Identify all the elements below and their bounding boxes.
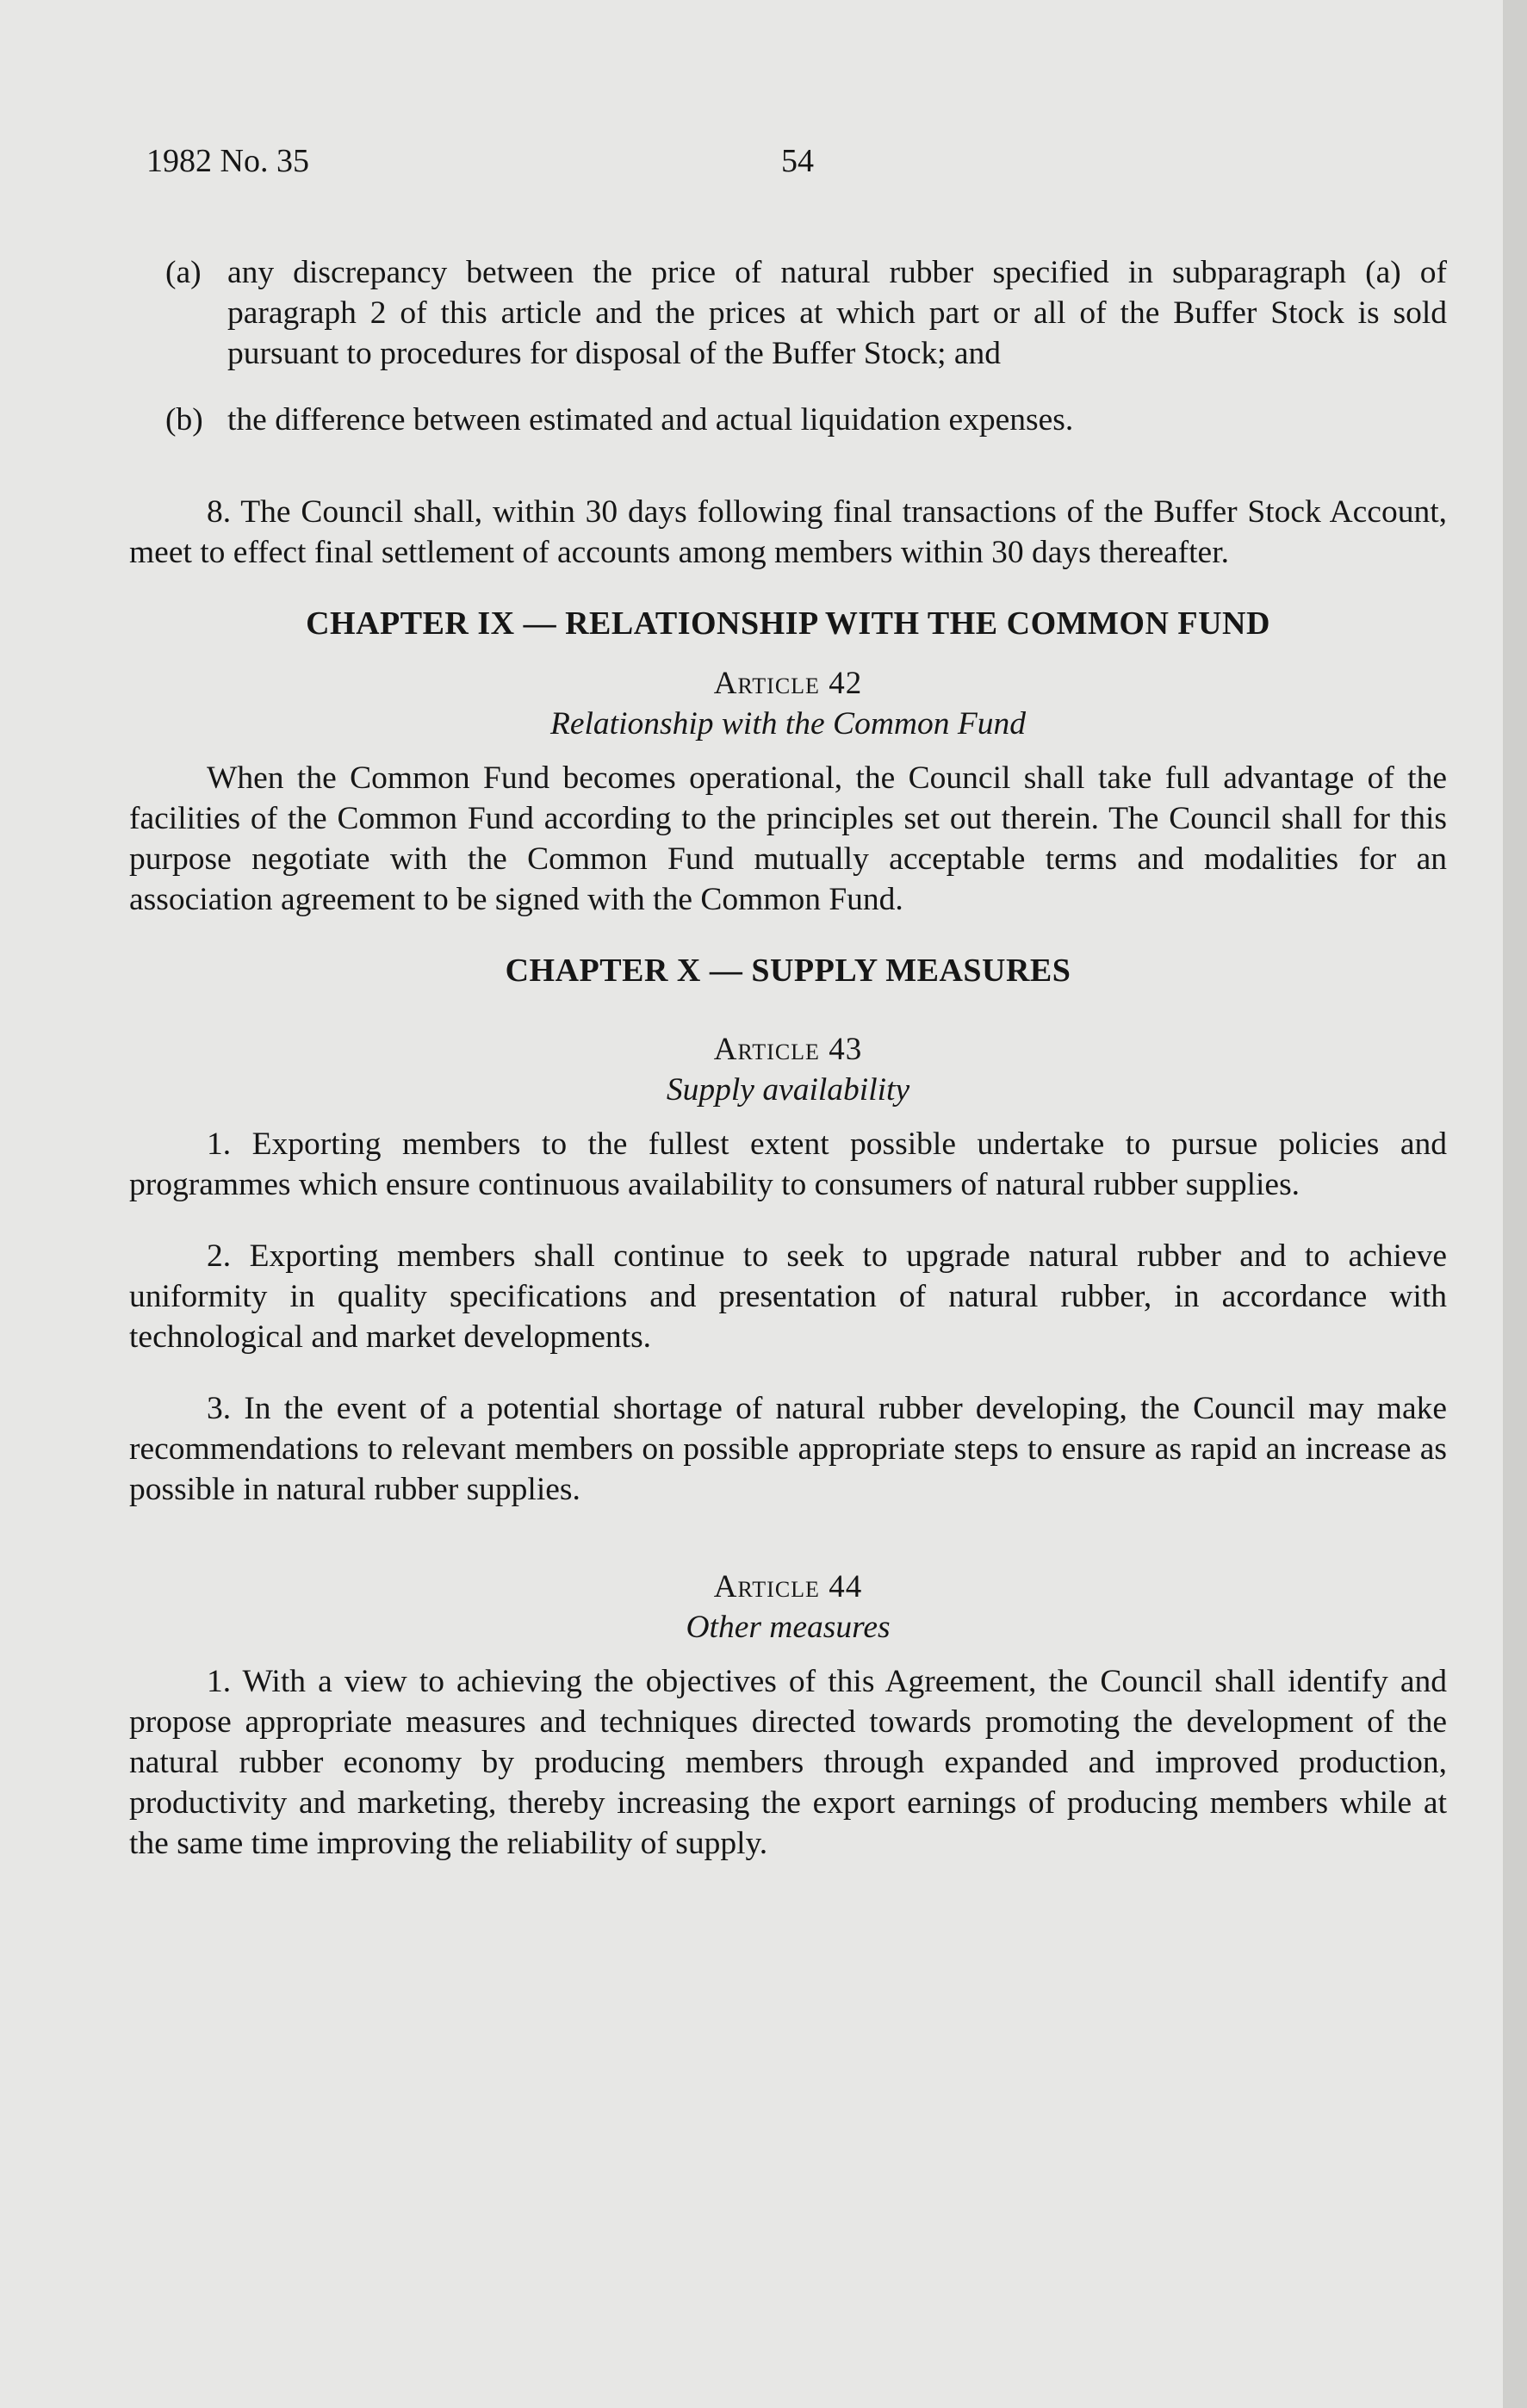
article-44-title: Other measures xyxy=(686,1610,891,1645)
list-item-b xyxy=(165,400,1447,440)
article-43-number: Article 43 xyxy=(713,1032,863,1067)
article-42-number: Article 42 xyxy=(713,666,863,701)
header-year-number: 1982 No. 35 xyxy=(146,143,309,179)
article-44-paragraph-1: 1. With a view to achieving the objectives of this Agreement, the Council shall identify and propose appropriate measures and techniques directed towards promoting the development of the natural rubber economy by producing members through expanded and improved production, productivity and marketing, thereby increasing the export earnings of producing members while at the same time improving the reliability of supply. xyxy=(129,1664,1447,1861)
article-44-number: Article 44 xyxy=(713,1569,863,1604)
article-42-title: Relationship with the Common Fund xyxy=(549,706,1027,742)
running-header xyxy=(129,142,1447,185)
article-43-title: Supply availability xyxy=(666,1072,910,1108)
paragraph-8: 8. The Council shall, within 30 days following final transactions of the Buffer Stock Account, meet to effect final settlement of accounts among members within 30 days thereafter. xyxy=(129,494,1447,570)
chapter-x-heading: CHAPTER X — SUPPLY MEASURES xyxy=(505,953,1071,989)
page-number: 54 xyxy=(781,143,814,179)
document-body xyxy=(129,252,1447,1895)
article-42-paragraph: When the Common Fund becomes operational, the Council shall take full advantage of the facilities of the Common Fund according to the principles set out therein. The Council shall for this purpose negotiate with the Common Fund mutually acceptable terms and modalities for an association agreement to be signed with the Common Fund. xyxy=(129,760,1447,917)
list-item-text: the difference between estimated and actual liquidation expenses. xyxy=(227,402,1074,438)
list-item-a xyxy=(165,252,1447,374)
article-43-paragraph-3: 3. In the event of a potential shortage of natural rubber developing, the Council may make recommendations to relevant members on possible appropriate steps to ensure as rapid an increase as possible in natural rubber supplies. xyxy=(129,1391,1447,1507)
article-43-paragraph-2: 2. Exporting members shall continue to seek to upgrade natural rubber and to achieve uniformity in quality specifications and presentation of natural rubber, in accordance with technological and market developments. xyxy=(129,1238,1447,1355)
article-43-paragraph-1: 1. Exporting members to the fullest extent possible undertake to pursue policies and programmes which ensure continuous availability to consumers of natural rubber supplies. xyxy=(129,1126,1447,1202)
page-edge xyxy=(1503,0,1527,2408)
list-item-label: (a) xyxy=(165,255,202,290)
list-item-label: (b) xyxy=(165,402,203,438)
chapter-ix-heading: CHAPTER IX — RELATIONSHIP WITH THE COMMON FUND xyxy=(306,605,1270,642)
list-item-text: any discrepancy between the price of natural rubber specified in subparagraph (a) of paragraph 2 of this article and the prices at which part or all of the Buffer Stock is sold pursuant to procedures for disposal of the Buffer Stock; and xyxy=(227,255,1447,371)
